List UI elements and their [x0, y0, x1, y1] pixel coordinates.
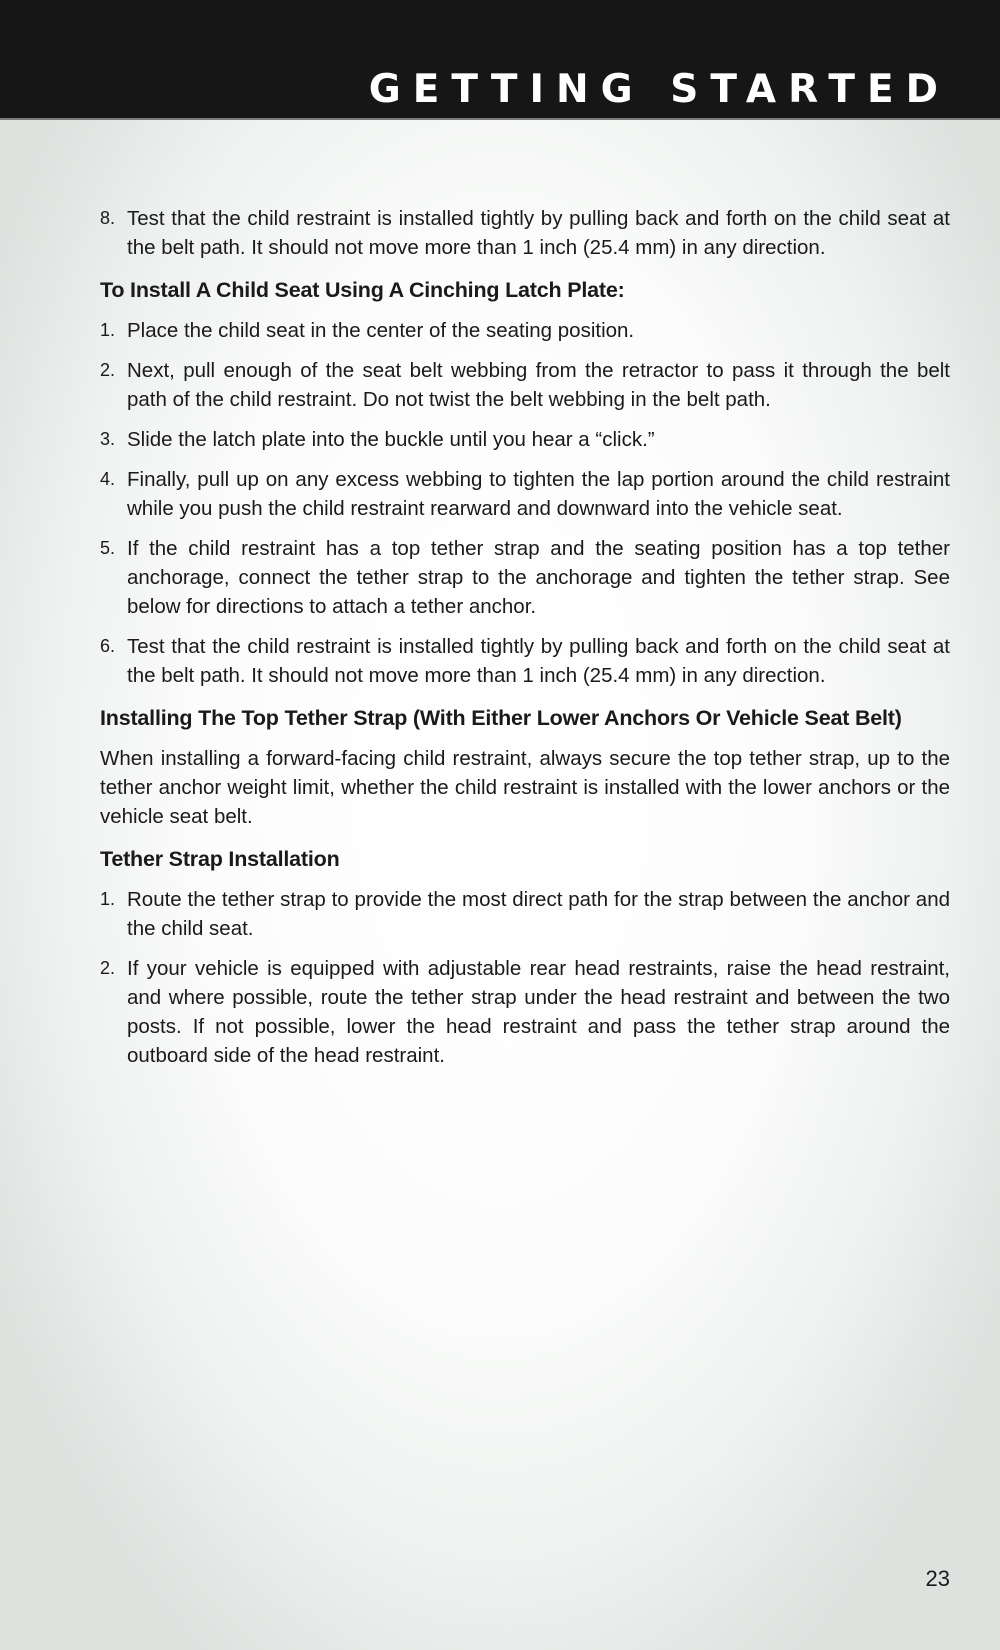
list-item-number: 2.	[100, 360, 116, 380]
list-item-number: 6.	[100, 636, 116, 656]
list-item	[100, 534, 950, 621]
list-item	[100, 316, 950, 345]
cinching-steps-list	[100, 316, 950, 690]
list-item-text: If the child restraint has a top tether strap and the seating position has a top tether anchorage, connect the tether strap to the anchorage and tighten the tether strap. See below for directions to attach a tether anchor.	[127, 537, 950, 618]
tether-steps-list	[100, 885, 950, 1070]
list-item-number: 4.	[100, 469, 116, 489]
list-item	[100, 204, 950, 262]
page-content	[100, 204, 950, 1081]
list-item	[100, 954, 950, 1070]
cinching-latch-heading: To Install A Child Seat Using A Cinching Latch Plate:	[100, 278, 625, 302]
top-tether-paragraph: When installing a forward-facing child restraint, always secure the top tether strap, up to the tether anchor weight limit, whether the child restraint is installed with the lower anchors or the vehicle seat belt.	[100, 747, 950, 828]
page-number: 23	[925, 1566, 950, 1591]
list-item-number: 8.	[100, 208, 116, 228]
list-item	[100, 632, 950, 690]
list-item-number: 2.	[100, 958, 116, 978]
list-item-number: 3.	[100, 429, 116, 449]
list-item-text: Place the child seat in the center of the seating position.	[127, 319, 635, 342]
list-item-number: 1.	[100, 320, 116, 340]
tether-installation-heading: Tether Strap Installation	[100, 847, 340, 871]
list-item-text: Slide the latch plate into the buckle until you hear a “click.”	[127, 428, 655, 451]
list-item-number: 1.	[100, 889, 116, 909]
list-item	[100, 425, 950, 454]
list-item-text: Test that the child restraint is installed tightly by pulling back and forth on the child seat at the belt path. It should not move more than 1 inch (25.4 mm) in any direction.	[127, 635, 950, 687]
list-item	[100, 465, 950, 523]
header-band	[0, 0, 1000, 120]
list-item-number: 5.	[100, 538, 116, 558]
step-list-continued	[100, 204, 950, 262]
top-tether-heading: Installing The Top Tether Strap (With Either Lower Anchors Or Vehicle Seat Belt)	[100, 706, 902, 730]
list-item	[100, 885, 950, 943]
list-item-text: Test that the child restraint is installed tightly by pulling back and forth on the child seat at the belt path. It should not move more than 1 inch (25.4 mm) in any direction.	[127, 207, 950, 259]
list-item	[100, 356, 950, 414]
list-item-text: Route the tether strap to provide the most direct path for the strap between the anchor and the child seat.	[127, 888, 950, 940]
list-item-text: If your vehicle is equipped with adjustable rear head restraints, raise the head restraint, and where possible, route the tether strap under the head restraint and between the two posts. If not possible, lower the head restraint and pass the tether strap around the outboard side of the head restraint.	[127, 957, 950, 1067]
section-title: GETTING STARTED	[368, 67, 950, 112]
list-item-text: Finally, pull up on any excess webbing to tighten the lap portion around the child restraint while you push the child restraint rearward and downward into the vehicle seat.	[127, 468, 950, 520]
list-item-text: Next, pull enough of the seat belt webbing from the retractor to pass it through the belt path of the child restraint. Do not twist the belt webbing in the belt path.	[127, 359, 950, 411]
